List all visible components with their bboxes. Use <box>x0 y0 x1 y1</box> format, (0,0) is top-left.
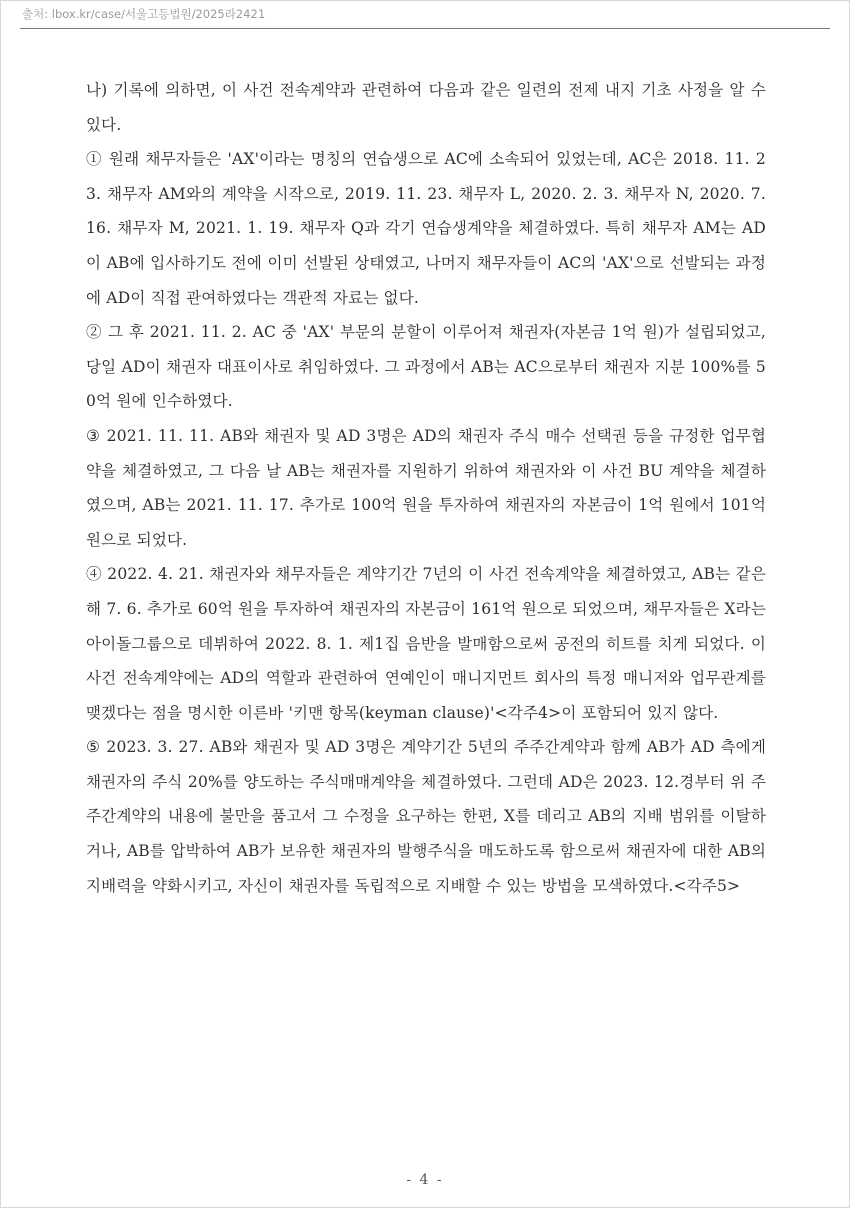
paragraph-item-1: ① 원래 채무자들은 'AX'이라는 명칭의 연습생으로 AC에 소속되어 있었는데, AC은 2018. 11. 23. 채무자 AM와의 계약을 시작으로, 2019. 11. 23. 채무자 L, 2020. 2. 3. 채무자 N, 2020. 7. 16. 채무자 M, 2021. 1. 19. 채무자 Q과 각기 연습생계약을 체결하였다. 특히 채무자 AM는 AD이 AB에 입사하기도 전에 이미 선발된 상태였고, 나머지 채무자들이 AC의 'AX'으로 선발되는 과정에 AD이 직접 관여하였다는 객관적 자료는 없다. <box>86 150 766 307</box>
paragraph-item-3: ③ 2021. 11. 11. AB와 채권자 및 AD 3명은 AD의 채권자 주식 매수 선택권 등을 규정한 업무협약을 체결하였고, 그 다음 날 AB는 채권자를 지원하기 위하여 채권자와 이 사건 BU 계약을 체결하였으며, AB는 2021. 11. 17. 추가로 100억 원을 투자하여 채권자의 자본금이 1억 원에서 101억 원으로 되었다. <box>86 426 766 549</box>
header-divider <box>20 28 830 29</box>
paragraph-item-5: ⑤ 2023. 3. 27. AB와 채권자 및 AD 3명은 계약기간 5년의 주주간계약과 함께 AB가 AD 측에게 채권자의 주식 20%를 양도하는 주식매매계약을 체결하였다. 그런데 AD은 2023. 12.경부터 위 주주간계약의 내용에 불만을 품고서 그 수정을 요구하는 한편, X를 데리고 AB의 지배 범위를 이탈하거나, AB를 압박하여 AB가 보유한 채권자의 발행주식을 매도하도록 함으로써 채권자에 대한 AB의 지배력을 약화시키고, 자신이 채권자를 독립적으로 지배할 수 있는 방법을 모색하였다.<각주5> <box>86 738 766 895</box>
paragraph-item-2: ② 그 후 2021. 11. 2. AC 중 'AX' 부문의 분할이 이루어져 채권자(자본금 1억 원)가 설립되었고, 당일 AD이 채권자 대표이사로 취임하였다. 그 과정에서 AB는 AC으로부터 채권자 지분 100%를 50억 원에 인수하였다. <box>86 323 766 411</box>
paragraph-item-4: ④ 2022. 4. 21. 채권자와 채무자들은 계약기간 7년의 이 사건 전속계약을 체결하였고, AB는 같은 해 7. 6. 추가로 60억 원을 투자하여 채권자의 자본금이 161억 원으로 되었으며, 채무자들은 X라는 아이돌그룹으로 데뷔하여 2022. 8. 1. 제1집 음반을 발매함으로써 공전의 히트를 치게 되었다. 이 사건 전속계약에는 AD의 역할과 관련하여 연예인이 매니지먼트 회사의 특정 매니저와 업무관계를 맺겠다는 점을 명시한 이른바 '키맨 항목(keyman clause)'<각주4>이 포함되어 있지 않다. <box>86 565 766 722</box>
source-citation: 출처: lbox.kr/case/서울고등법원/2025라2421 <box>22 7 266 21</box>
paragraph-intro: 나) 기록에 의하면, 이 사건 전속계약과 관련하여 다음과 같은 일련의 전제 내지 기초 사정을 알 수 있다. <box>86 81 766 134</box>
document-body <box>86 73 766 903</box>
page-number: - 4 - <box>406 1172 444 1188</box>
